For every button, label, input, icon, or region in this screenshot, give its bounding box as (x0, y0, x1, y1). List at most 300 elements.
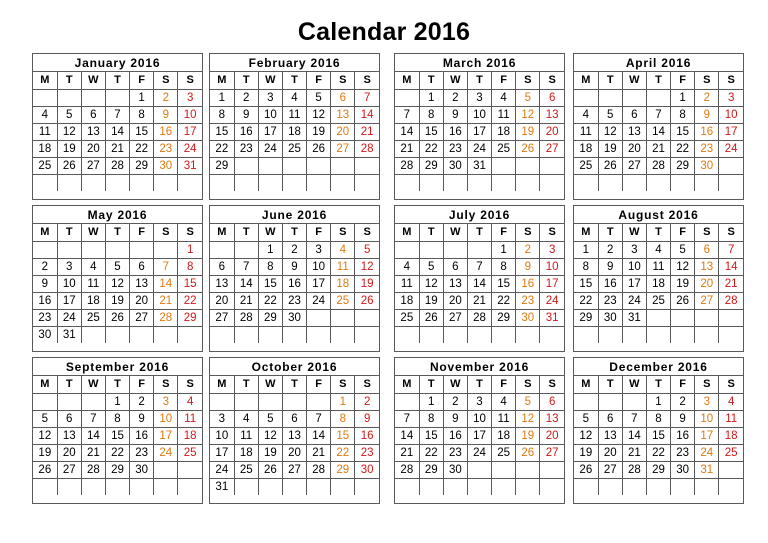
weekday-header-row (210, 376, 379, 393)
day-cell: 26 (57, 157, 81, 174)
day-cell: 19 (516, 427, 540, 444)
day-cell: 25 (178, 444, 202, 461)
empty-cell (81, 89, 105, 106)
empty-cell (81, 241, 105, 258)
empty-cell (105, 174, 129, 191)
day-cell: 15 (331, 427, 355, 444)
day-cell: 20 (57, 444, 81, 461)
day-cell: 26 (419, 309, 443, 326)
empty-cell (210, 393, 234, 410)
empty-cell (33, 174, 57, 191)
week-row (210, 292, 379, 309)
day-cell: 9 (33, 275, 57, 292)
week-row (395, 292, 564, 309)
day-cell: 14 (105, 123, 129, 140)
weekday-label: T (105, 72, 129, 89)
empty-cell (516, 326, 540, 343)
day-cell: 28 (719, 292, 743, 309)
weekday-label: S (331, 72, 355, 89)
day-cell: 2 (443, 89, 467, 106)
day-cell: 11 (492, 410, 516, 427)
day-cell: 16 (443, 123, 467, 140)
day-cell: 10 (467, 410, 491, 427)
weekday-label: T (57, 224, 81, 241)
empty-cell (307, 326, 331, 343)
day-cell: 19 (671, 275, 695, 292)
day-cell: 24 (622, 292, 646, 309)
day-cell: 17 (540, 275, 564, 292)
empty-cell (646, 89, 670, 106)
day-cell: 12 (258, 427, 282, 444)
day-cell: 22 (258, 292, 282, 309)
weekday-label: S (154, 224, 178, 241)
day-cell: 20 (540, 123, 564, 140)
day-cell: 9 (598, 258, 622, 275)
day-cell: 15 (671, 123, 695, 140)
day-cell: 14 (395, 123, 419, 140)
week-row (574, 241, 743, 258)
day-cell: 28 (622, 461, 646, 478)
day-cell: 7 (395, 410, 419, 427)
day-cell: 23 (598, 292, 622, 309)
day-cell: 2 (355, 393, 379, 410)
month-block (32, 53, 203, 200)
weekday-label: W (443, 376, 467, 393)
empty-cell (234, 393, 258, 410)
day-cell: 7 (105, 106, 129, 123)
empty-cell (671, 478, 695, 495)
day-cell: 16 (355, 427, 379, 444)
day-cell: 26 (258, 461, 282, 478)
empty-cell (57, 174, 81, 191)
day-cell: 14 (719, 258, 743, 275)
week-row (210, 478, 379, 495)
day-cell: 29 (210, 157, 234, 174)
day-cell: 30 (443, 157, 467, 174)
empty-cell (719, 478, 743, 495)
day-cell: 1 (671, 89, 695, 106)
week-row (33, 123, 202, 140)
day-cell: 17 (307, 275, 331, 292)
empty-cell (443, 174, 467, 191)
empty-cell (282, 393, 306, 410)
day-cell: 13 (443, 275, 467, 292)
day-cell: 1 (646, 393, 670, 410)
day-cell: 5 (258, 410, 282, 427)
day-cell: 17 (178, 123, 202, 140)
empty-cell (355, 478, 379, 495)
day-cell: 5 (516, 89, 540, 106)
weekday-label: F (130, 224, 154, 241)
empty-cell (395, 478, 419, 495)
day-cell: 8 (646, 410, 670, 427)
day-cell: 18 (646, 275, 670, 292)
empty-cell (574, 326, 598, 343)
empty-cell (443, 241, 467, 258)
day-cell: 2 (154, 89, 178, 106)
day-cell: 25 (234, 461, 258, 478)
week-row (33, 174, 202, 191)
day-cell: 24 (307, 292, 331, 309)
empty-cell (355, 309, 379, 326)
day-cell: 24 (57, 309, 81, 326)
week-row (210, 89, 379, 106)
day-cell: 9 (695, 106, 719, 123)
day-cell: 6 (282, 410, 306, 427)
day-cell: 25 (33, 157, 57, 174)
empty-cell (516, 461, 540, 478)
day-cell: 10 (719, 106, 743, 123)
empty-cell (419, 478, 443, 495)
empty-cell (622, 174, 646, 191)
empty-cell (130, 241, 154, 258)
weekday-label: T (467, 224, 491, 241)
day-cell: 29 (492, 309, 516, 326)
week-row (395, 326, 564, 343)
day-cell: 15 (419, 427, 443, 444)
empty-cell (210, 326, 234, 343)
day-cell: 3 (178, 89, 202, 106)
empty-cell (622, 478, 646, 495)
day-cell: 12 (598, 123, 622, 140)
weekday-label: T (467, 376, 491, 393)
day-cell: 26 (307, 140, 331, 157)
day-cell: 1 (492, 241, 516, 258)
empty-cell (719, 157, 743, 174)
weekday-label: M (33, 72, 57, 89)
empty-cell (719, 326, 743, 343)
weekday-header-row (574, 72, 743, 89)
week-row (33, 258, 202, 275)
day-cell: 4 (234, 410, 258, 427)
weekday-header-row (33, 224, 202, 241)
day-cell: 17 (467, 123, 491, 140)
day-cell: 11 (234, 427, 258, 444)
day-cell: 11 (81, 275, 105, 292)
day-cell: 17 (57, 292, 81, 309)
day-cell: 27 (130, 309, 154, 326)
day-cell: 29 (331, 461, 355, 478)
empty-cell (210, 241, 234, 258)
week-row (574, 157, 743, 174)
day-cell: 8 (130, 106, 154, 123)
day-cell: 6 (695, 241, 719, 258)
day-cell: 20 (598, 444, 622, 461)
month-block (573, 357, 744, 504)
weekday-label: W (81, 224, 105, 241)
day-cell: 9 (443, 410, 467, 427)
day-cell: 28 (307, 461, 331, 478)
week-row (574, 478, 743, 495)
day-cell: 28 (467, 309, 491, 326)
day-cell: 20 (282, 444, 306, 461)
week-row (33, 275, 202, 292)
day-cell: 5 (598, 106, 622, 123)
day-cell: 8 (419, 106, 443, 123)
day-cell: 22 (419, 140, 443, 157)
day-cell: 25 (81, 309, 105, 326)
day-cell: 3 (154, 393, 178, 410)
weekday-label: M (395, 72, 419, 89)
day-cell: 12 (355, 258, 379, 275)
month-block (209, 205, 380, 352)
weekday-label: S (695, 376, 719, 393)
day-cell: 11 (395, 275, 419, 292)
day-cell: 4 (33, 106, 57, 123)
day-cell: 16 (695, 123, 719, 140)
day-cell: 27 (540, 444, 564, 461)
week-row (574, 275, 743, 292)
day-cell: 5 (307, 89, 331, 106)
day-cell: 21 (355, 123, 379, 140)
day-cell: 17 (719, 123, 743, 140)
weekday-header-row (574, 224, 743, 241)
day-cell: 27 (282, 461, 306, 478)
day-cell: 31 (57, 326, 81, 343)
day-cell: 22 (574, 292, 598, 309)
day-cell: 2 (671, 393, 695, 410)
empty-cell (719, 461, 743, 478)
day-cell: 15 (419, 123, 443, 140)
day-cell: 30 (598, 309, 622, 326)
day-cell: 31 (540, 309, 564, 326)
weekday-label: T (234, 224, 258, 241)
weekday-label: M (33, 376, 57, 393)
day-cell: 9 (282, 258, 306, 275)
empty-cell (695, 174, 719, 191)
day-cell: 30 (695, 157, 719, 174)
week-row (395, 461, 564, 478)
day-cell: 11 (719, 410, 743, 427)
day-cell: 14 (355, 106, 379, 123)
empty-cell (467, 326, 491, 343)
weekday-label: S (695, 224, 719, 241)
weekday-label: T (234, 376, 258, 393)
day-cell: 17 (258, 123, 282, 140)
empty-cell (234, 241, 258, 258)
day-cell: 3 (210, 410, 234, 427)
day-cell: 21 (467, 292, 491, 309)
day-cell: 18 (282, 123, 306, 140)
weekday-header-row (574, 376, 743, 393)
day-cell: 17 (154, 427, 178, 444)
day-cell: 2 (33, 258, 57, 275)
month-block (573, 205, 744, 352)
empty-cell (492, 174, 516, 191)
day-cell: 7 (395, 106, 419, 123)
week-row (395, 258, 564, 275)
week-row (33, 140, 202, 157)
weekday-label: T (646, 224, 670, 241)
empty-cell (130, 174, 154, 191)
day-cell: 16 (516, 275, 540, 292)
weekday-label: S (178, 224, 202, 241)
weekday-label: F (130, 72, 154, 89)
day-cell: 29 (419, 157, 443, 174)
week-row (395, 275, 564, 292)
week-row (210, 427, 379, 444)
week-row (574, 309, 743, 326)
day-cell: 1 (574, 241, 598, 258)
week-row (33, 410, 202, 427)
day-cell: 13 (540, 410, 564, 427)
day-cell: 21 (105, 140, 129, 157)
week-row (574, 106, 743, 123)
week-row (210, 444, 379, 461)
empty-cell (492, 478, 516, 495)
day-cell: 2 (443, 393, 467, 410)
day-cell: 12 (516, 106, 540, 123)
day-cell: 28 (234, 309, 258, 326)
week-row (210, 326, 379, 343)
empty-cell (81, 478, 105, 495)
day-cell: 20 (331, 123, 355, 140)
weekday-label: F (307, 224, 331, 241)
empty-cell (105, 89, 129, 106)
weekday-label: S (331, 224, 355, 241)
day-cell: 8 (492, 258, 516, 275)
day-cell: 19 (33, 444, 57, 461)
day-cell: 8 (105, 410, 129, 427)
day-cell: 27 (622, 157, 646, 174)
weekday-label: F (671, 224, 695, 241)
week-row (395, 241, 564, 258)
day-cell: 10 (57, 275, 81, 292)
empty-cell (540, 461, 564, 478)
day-cell: 20 (81, 140, 105, 157)
week-row (395, 309, 564, 326)
day-cell: 20 (540, 427, 564, 444)
empty-cell (331, 174, 355, 191)
day-cell: 29 (105, 461, 129, 478)
empty-cell (492, 461, 516, 478)
empty-cell (671, 174, 695, 191)
day-cell: 1 (331, 393, 355, 410)
day-cell: 12 (307, 106, 331, 123)
empty-cell (516, 174, 540, 191)
day-cell: 28 (395, 157, 419, 174)
month-block (394, 357, 565, 504)
day-cell: 31 (467, 157, 491, 174)
day-cell: 31 (178, 157, 202, 174)
day-cell: 31 (210, 478, 234, 495)
day-cell: 1 (419, 89, 443, 106)
empty-cell (574, 89, 598, 106)
day-cell: 26 (105, 309, 129, 326)
weekday-label: S (695, 72, 719, 89)
day-cell: 21 (81, 444, 105, 461)
weekday-label: T (282, 72, 306, 89)
day-cell: 21 (234, 292, 258, 309)
day-cell: 4 (395, 258, 419, 275)
empty-cell (395, 174, 419, 191)
day-cell: 9 (130, 410, 154, 427)
empty-cell (395, 89, 419, 106)
day-cell: 10 (695, 410, 719, 427)
week-row (33, 444, 202, 461)
day-cell: 12 (57, 123, 81, 140)
weekday-header-row (33, 376, 202, 393)
day-cell: 23 (355, 444, 379, 461)
empty-cell (331, 157, 355, 174)
day-cell: 15 (105, 427, 129, 444)
day-cell: 2 (598, 241, 622, 258)
week-row (574, 140, 743, 157)
month-title: August 2016 (574, 206, 743, 224)
week-row (395, 478, 564, 495)
empty-cell (81, 393, 105, 410)
day-cell: 17 (695, 427, 719, 444)
weekday-label: T (646, 72, 670, 89)
empty-cell (540, 174, 564, 191)
week-row (33, 326, 202, 343)
empty-cell (419, 174, 443, 191)
empty-cell (622, 89, 646, 106)
month-block (394, 53, 565, 200)
day-cell: 19 (355, 275, 379, 292)
week-row (33, 478, 202, 495)
month-days-table (574, 376, 743, 495)
weekday-label: F (671, 376, 695, 393)
empty-cell (234, 174, 258, 191)
day-cell: 3 (467, 393, 491, 410)
empty-cell (282, 157, 306, 174)
week-row (33, 427, 202, 444)
month-days-table (210, 72, 379, 191)
day-cell: 13 (331, 106, 355, 123)
day-cell: 24 (467, 444, 491, 461)
empty-cell (598, 89, 622, 106)
empty-cell (57, 89, 81, 106)
day-cell: 31 (695, 461, 719, 478)
day-cell: 3 (540, 241, 564, 258)
day-cell: 12 (33, 427, 57, 444)
week-row (210, 106, 379, 123)
day-cell: 1 (419, 393, 443, 410)
weekday-label: T (419, 376, 443, 393)
day-cell: 25 (719, 444, 743, 461)
weekday-label: M (395, 224, 419, 241)
weekday-label: M (574, 72, 598, 89)
day-cell: 15 (258, 275, 282, 292)
weekday-label: W (258, 376, 282, 393)
week-row (395, 140, 564, 157)
empty-cell (154, 478, 178, 495)
weekday-label: T (598, 224, 622, 241)
day-cell: 23 (33, 309, 57, 326)
day-cell: 28 (355, 140, 379, 157)
weekday-label: T (282, 376, 306, 393)
empty-cell (154, 174, 178, 191)
weekday-label: T (57, 72, 81, 89)
day-cell: 24 (210, 461, 234, 478)
weekday-label: F (671, 72, 695, 89)
day-cell: 7 (154, 258, 178, 275)
day-cell: 21 (154, 292, 178, 309)
day-cell: 26 (516, 444, 540, 461)
day-cell: 25 (282, 140, 306, 157)
day-cell: 2 (516, 241, 540, 258)
empty-cell (105, 478, 129, 495)
empty-cell (622, 326, 646, 343)
day-cell: 5 (33, 410, 57, 427)
day-cell: 5 (671, 241, 695, 258)
week-row (33, 157, 202, 174)
day-cell: 18 (33, 140, 57, 157)
day-cell: 10 (467, 106, 491, 123)
weekday-label: S (516, 72, 540, 89)
month-days-table (210, 376, 379, 495)
